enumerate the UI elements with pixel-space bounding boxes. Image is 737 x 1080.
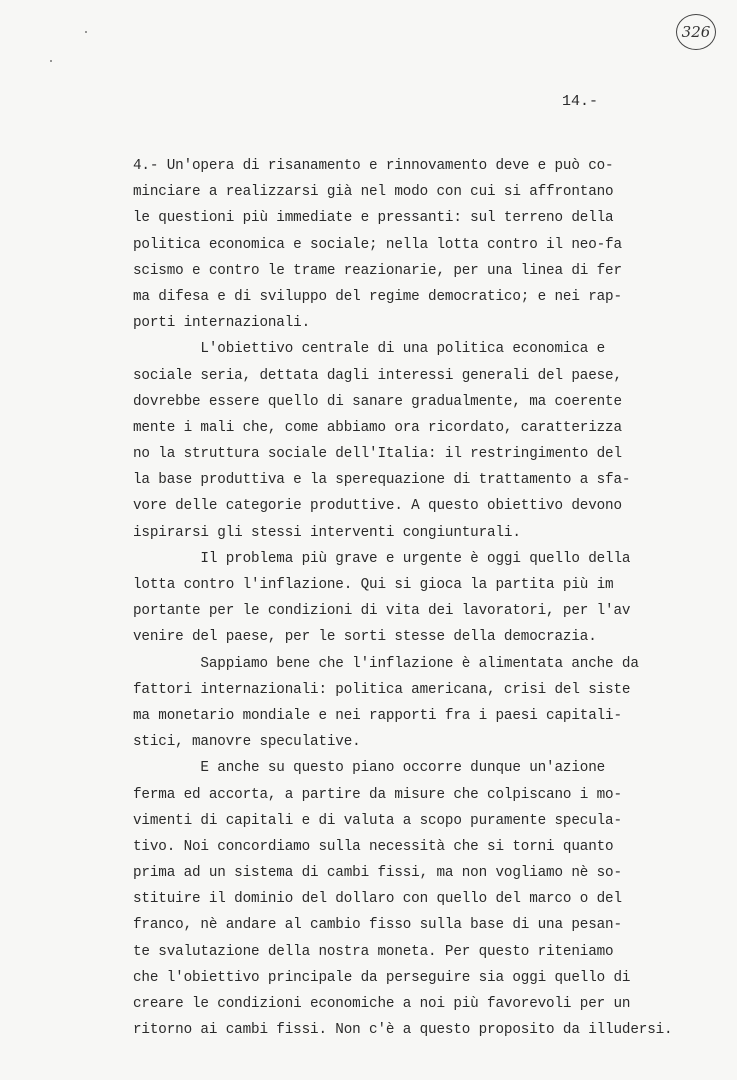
- text-line: stici, manovre speculative.: [133, 734, 361, 751]
- text-line: prima ad un sistema di cambi fissi, ma non vogliamo nè so-: [133, 865, 622, 882]
- text-line: E anche su questo piano occorre dunque un'azione: [133, 760, 606, 777]
- text-line: minciare a realizzarsi già nel modo con cui si affrontano: [133, 184, 614, 201]
- text-line: stituire il dominio del dollaro con quello del marco o del: [133, 891, 622, 908]
- text-line: L'obiettivo centrale di una politica economica e: [133, 341, 606, 358]
- document-body: [133, 153, 713, 1043]
- text-line: fattori internazionali: politica americana, crisi del siste: [133, 681, 631, 698]
- text-line: Il problema più grave e urgente è oggi quello della: [133, 550, 631, 567]
- text-line: ispirarsi gli stessi interventi congiunturali.: [133, 524, 521, 541]
- text-line: sociale seria, dettata dagli interessi generali del paese,: [133, 367, 622, 384]
- speck-mark: [85, 31, 87, 33]
- text-line: franco, nè andare al cambio fisso sulla base di una pesan-: [133, 917, 622, 934]
- text-line: no la struttura sociale dell'Italia: il restringimento del: [133, 446, 622, 463]
- text-line: lotta contro l'inflazione. Qui si gioca la partita più im: [133, 577, 614, 593]
- text-line: vore delle categorie produttive. A questo obiettivo devono: [133, 498, 622, 515]
- text-line: Sappiamo bene che l'inflazione è alimentata anche da: [133, 655, 639, 672]
- text-line: politica economica e sociale; nella lotta contro il neo-fa: [133, 236, 622, 253]
- text-line: la base produttiva e la sperequazione di trattamento a sfa-: [133, 472, 631, 489]
- text-line: te svalutazione della nostra moneta. Per questo riteniamo: [133, 943, 614, 960]
- text-line: venire del paese, per le sorti stesse della democrazia.: [133, 629, 597, 646]
- text-line: vimenti di capitali e di valuta a scopo puramente specula-: [133, 812, 622, 829]
- archive-stamp: 326: [676, 14, 716, 50]
- text-line: mente i mali che, come abbiamo ora ricordato, caratterizza: [133, 419, 622, 436]
- text-line: ma monetario mondiale e nei rapporti fra i paesi capitali-: [133, 707, 622, 724]
- text-line: dovrebbe essere quello di sanare gradualmente, ma coerente: [133, 393, 622, 410]
- text-line: che l'obiettivo principale da perseguire sia oggi quello di: [133, 969, 631, 986]
- text-line: porti internazionali.: [133, 315, 311, 332]
- text-line: portante per le condizioni di vita dei lavoratori, per l'av: [133, 603, 631, 620]
- text-line: creare le condizioni economiche a noi più favorevoli per un: [133, 996, 631, 1012]
- text-line: ritorno ai cambi fissi. Non c'è a questo proposito da illudersi.: [133, 1022, 673, 1039]
- text-line: scismo e contro le trame reazionarie, per una linea di fer: [133, 262, 622, 279]
- text-line: 4.- Un'opera di risanamento e rinnovamento deve e può co-: [133, 158, 614, 174]
- page-number: 14.-: [562, 93, 599, 110]
- text-line: tivo. Noi concordiamo sulla necessità che si torni quanto: [133, 838, 614, 855]
- speck-mark: [50, 60, 52, 62]
- text-line: le questioni più immediate e pressanti: sul terreno della: [133, 210, 614, 227]
- text-line: ferma ed accorta, a partire da misure che colpiscano i mo-: [133, 786, 622, 803]
- text-line: ma difesa e di sviluppo del regime democratico; e nei rap-: [133, 288, 622, 305]
